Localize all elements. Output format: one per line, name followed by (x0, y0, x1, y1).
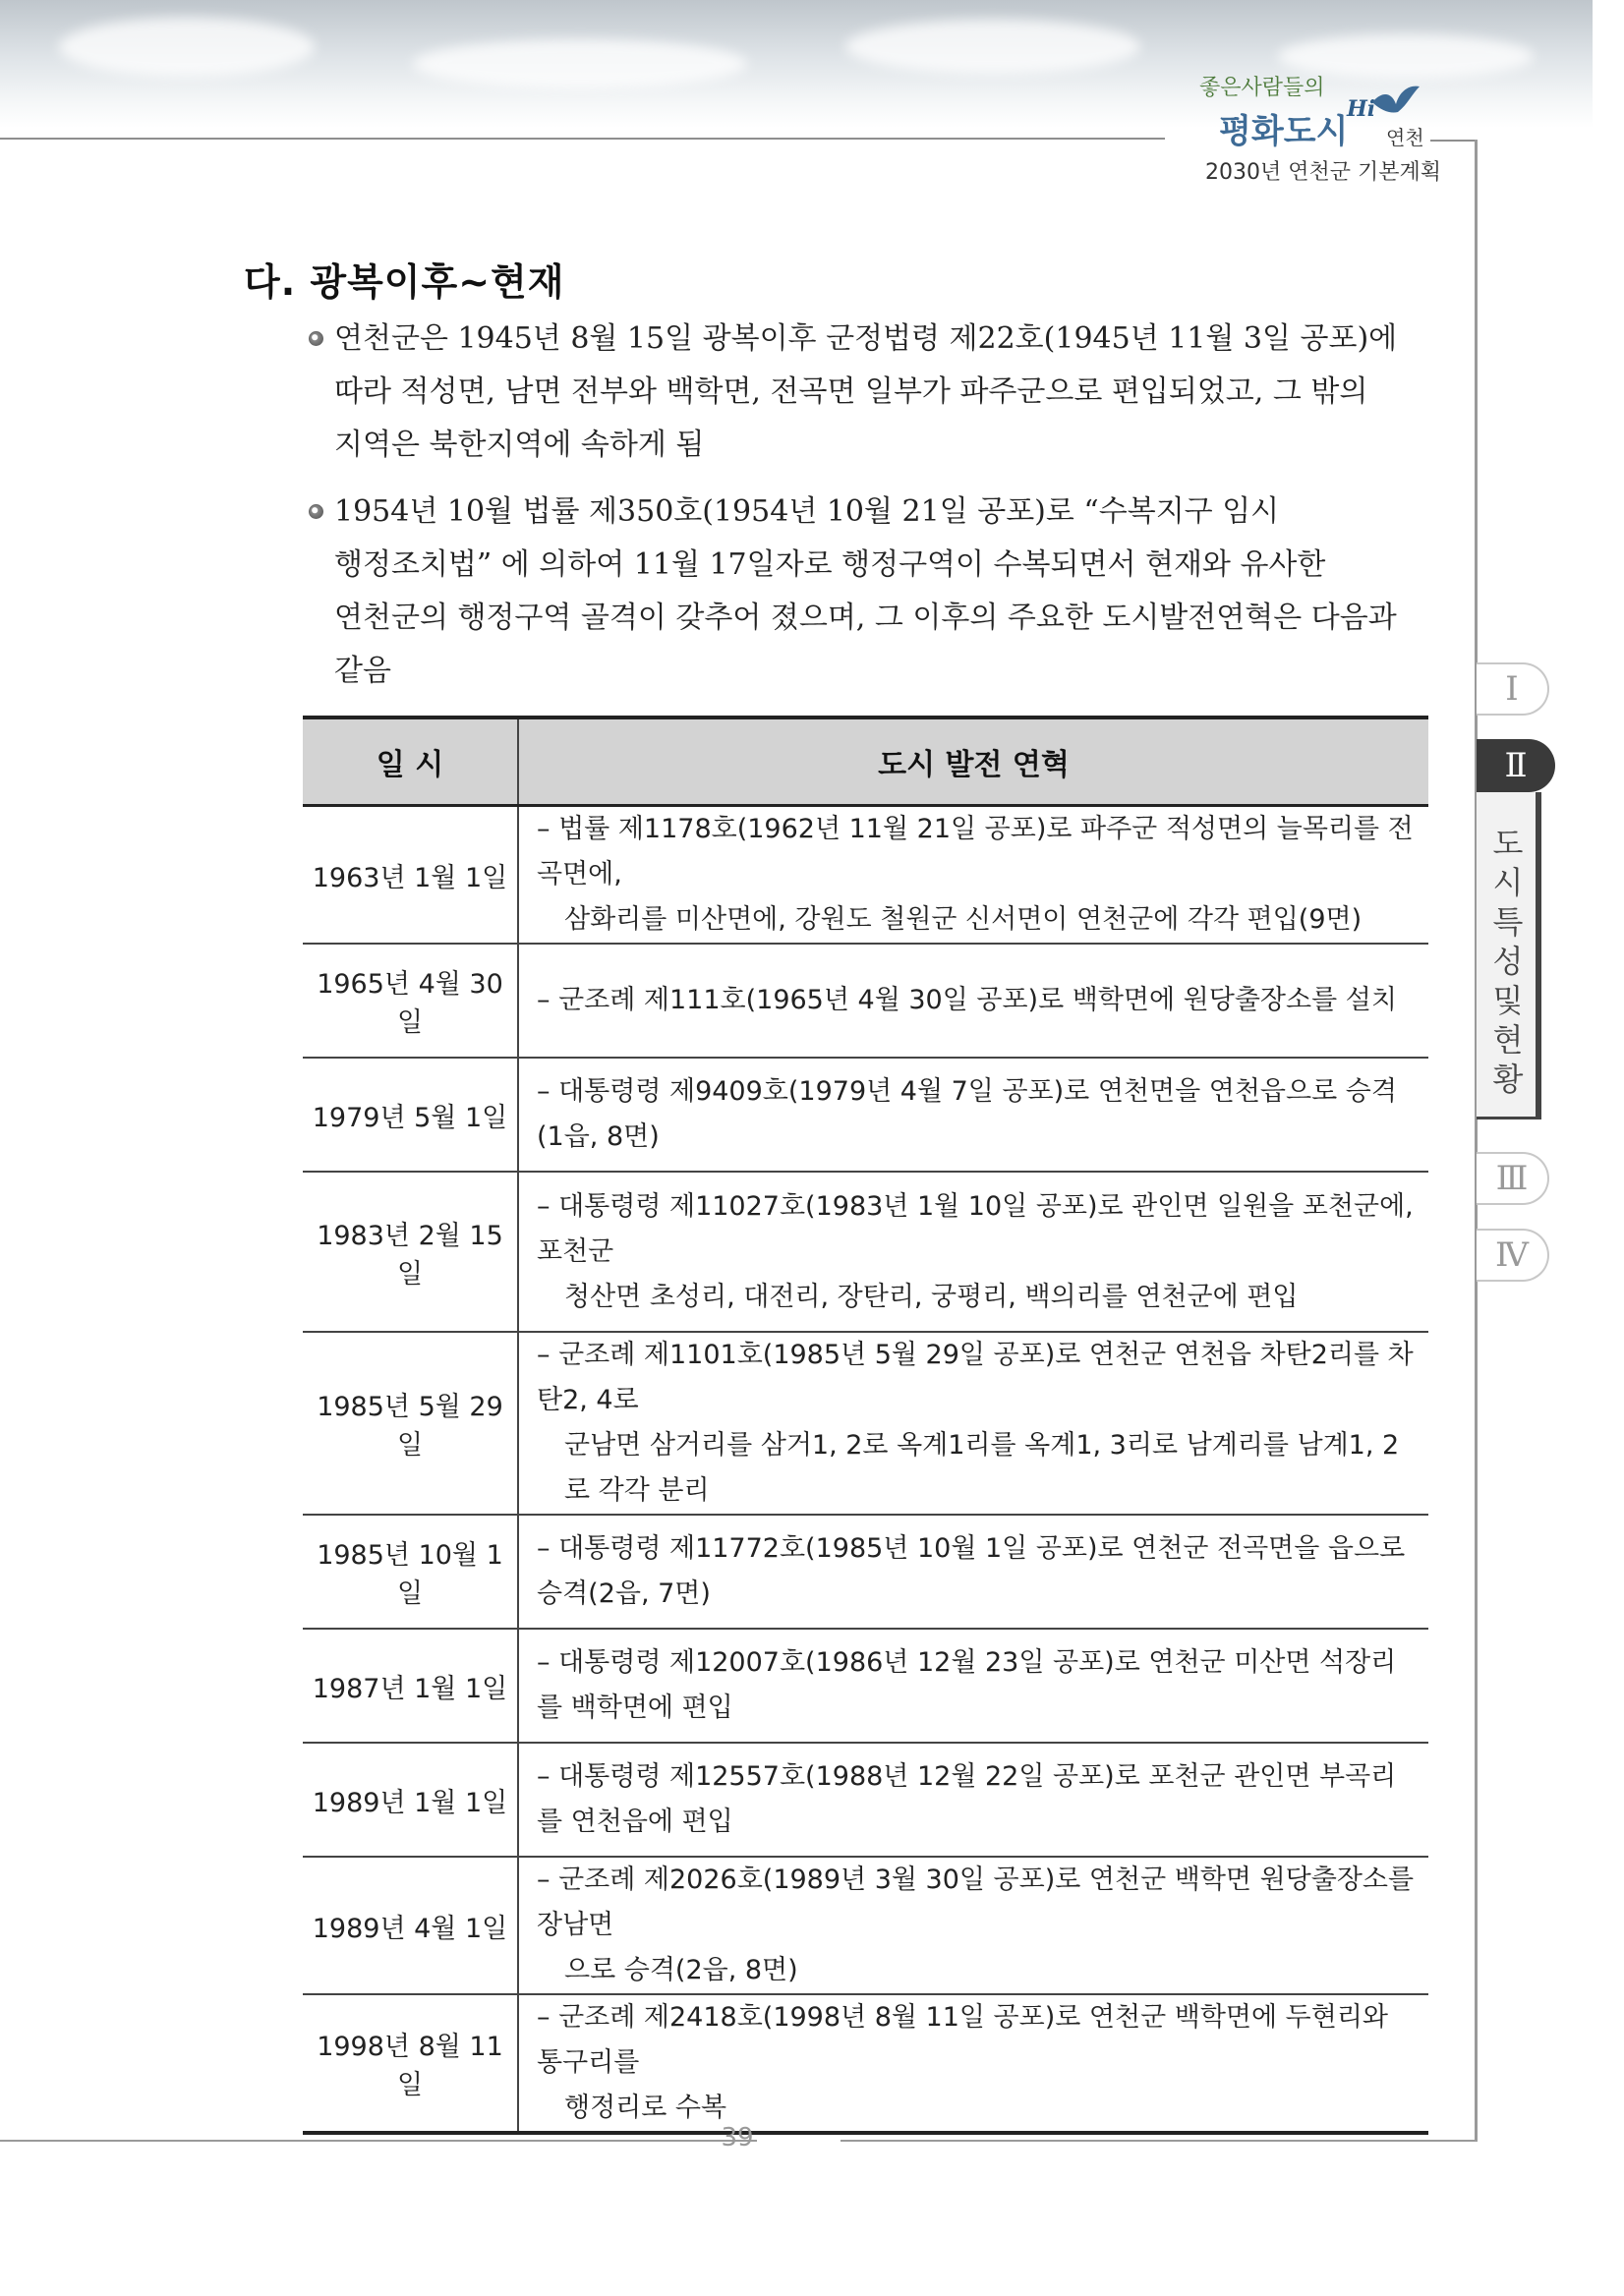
row-date: 1963년 1월 1일 (303, 806, 518, 945)
logo-tagline: 좋은사람들의 (1199, 76, 1325, 100)
history-line: – 법률 제1178호(1962년 11월 21일 공포)로 파주군 적성면의 늘목리를 전곡면에, (537, 814, 1414, 890)
history-line: 행정리로 수복 (564, 2093, 727, 2123)
row-history (518, 1857, 1428, 1994)
history-line: – 군조례 제2418호(1998년 8월 11일 공포)로 연천군 백학면에 두현리와 통구리를 (537, 2002, 1388, 2078)
row-history (518, 1332, 1428, 1515)
cloud-decoration (59, 18, 315, 77)
logo-town: 연천 (1386, 126, 1424, 149)
history-line: 으로 승격(2읍, 8면) (564, 1955, 798, 1985)
history-line: – 대통령령 제12557호(1988년 12월 22일 공포)로 포천군 관인면 부곡리를 연천읍에 편입 (537, 1761, 1397, 1837)
table-row (303, 806, 1428, 945)
paragraph (334, 313, 1443, 472)
row-history (518, 1058, 1428, 1172)
row-date: 1983년 2월 15일 (303, 1172, 518, 1332)
table-row (303, 1515, 1428, 1629)
history-table (303, 716, 1428, 2135)
table-row (303, 1172, 1428, 1332)
header-divider (0, 138, 1165, 140)
history-line: 군남면 삼거리를 삼거1, 2로 옥계1리를 옥계1, 3리로 남계리를 남계1, 2로 각각 분리 (564, 1430, 1400, 1506)
cloud-decoration (845, 20, 1140, 74)
row-date: 1987년 1월 1일 (303, 1629, 518, 1743)
page-number: 39 (721, 2123, 754, 2152)
row-date: 1979년 5월 1일 (303, 1058, 518, 1172)
row-history (518, 806, 1428, 945)
page-frame-right (1475, 140, 1478, 2141)
bird-icon (1368, 81, 1421, 120)
row-date: 1989년 4월 1일 (303, 1857, 518, 1994)
logo-hi: Hi (1347, 96, 1376, 122)
chapter-tab-2[interactable]: Ⅱ (1477, 739, 1555, 792)
table-row (303, 1994, 1428, 2133)
column-header-date: 일 시 (303, 718, 518, 806)
history-line: – 군조례 제2026호(1989년 3월 30일 공포)로 연천군 백학면 원당출장소를 장남면 (537, 1865, 1415, 1940)
cloud-decoration (413, 39, 747, 88)
row-history (518, 944, 1428, 1058)
column-header-history: 도시 발전 연혁 (518, 718, 1428, 806)
paragraph-line: 연천군은 1945년 8월 15일 광복이후 군정법령 제22호(1945년 11월 3일 공포)에 (334, 321, 1398, 356)
table-header-row (303, 718, 1428, 806)
history-line: – 군조례 제1101호(1985년 5월 29일 공포)로 연천군 연천읍 차탄2리를 차탄2, 4로 (537, 1340, 1414, 1415)
table-row (303, 1743, 1428, 1857)
bullet-icon (309, 331, 323, 346)
chapter-tab-4[interactable]: Ⅳ (1477, 1229, 1549, 1282)
table-row (303, 1857, 1428, 1994)
row-date: 1998년 8월 11일 (303, 1994, 518, 2133)
paragraph-line: 지역은 북한지역에 속하게 됨 (334, 428, 705, 462)
history-line: – 대통령령 제9409호(1979년 4월 7일 공포)로 연천면을 연천읍으로 승격(1읍, 8면) (537, 1076, 1397, 1152)
section-title: 다. 광복이후~현재 (244, 260, 565, 304)
chapter-tab-1[interactable]: Ⅰ (1477, 662, 1549, 716)
row-history (518, 1629, 1428, 1743)
history-line: – 대통령령 제11772호(1985년 10월 1일 공포)로 연천군 전곡면을 읍으로 승격(2읍, 7면) (537, 1533, 1406, 1609)
paragraph-line: 연천군의 행정구역 골격이 갖추어 졌으며, 그 이후의 주요한 도시발전연혁은 다음과 (334, 601, 1397, 635)
row-history (518, 1743, 1428, 1857)
paragraph (334, 486, 1443, 698)
row-date: 1985년 5월 29일 (303, 1332, 518, 1515)
table-row (303, 1332, 1428, 1515)
chapter-tab-label: 도시특성및현황 (1492, 825, 1524, 1098)
row-history (518, 1994, 1428, 2133)
table-row (303, 944, 1428, 1058)
history-line: 삼화리를 미산면에, 강원도 철원군 신서면이 연천군에 각각 편입(9면) (564, 904, 1363, 935)
row-date: 1965년 4월 30일 (303, 944, 518, 1058)
logo (1199, 71, 1435, 149)
table-row (303, 1629, 1428, 1743)
table-row (303, 1058, 1428, 1172)
chapter-tab-3[interactable]: Ⅲ (1477, 1152, 1549, 1205)
history-line: – 군조례 제111호(1965년 4월 30일 공포)로 백학면에 원당출장소를 설치 (537, 985, 1397, 1015)
history-line: – 대통령령 제12007호(1986년 12월 23일 공포)로 연천군 미산면 석장리를 백학면에 편입 (537, 1647, 1397, 1723)
row-date: 1985년 10월 1일 (303, 1515, 518, 1629)
row-date: 1989년 1월 1일 (303, 1743, 518, 1857)
history-line: 청산면 초성리, 대전리, 장탄리, 궁평리, 백의리를 연천군에 편입 (564, 1281, 1299, 1312)
history-line: – 대통령령 제11027호(1983년 1월 10일 공포)로 관인면 일원을 포천군에, 포천군 (537, 1190, 1414, 1267)
row-history (518, 1515, 1428, 1629)
bullet-icon (309, 504, 323, 519)
header-divider (1430, 140, 1475, 142)
logo-title: 평화도시 (1219, 112, 1349, 151)
paragraph-line: 행정조치법” 에 의하여 11월 17일자로 행정구역이 수복되면서 현재와 유사한 (334, 547, 1326, 582)
row-history (518, 1172, 1428, 1332)
paragraph-line: 같음 (334, 654, 391, 688)
paragraph-line: 1954년 10월 법률 제350호(1954년 10월 21일 공포)로 “수복지구 임시 (334, 494, 1280, 529)
document-subtitle: 2030년 연천군 기본계획 (1205, 160, 1441, 185)
paragraph-line: 따라 적성면, 남면 전부와 백학면, 전곡면 일부가 파주군으로 편입되었고, 그 밖의 (334, 374, 1368, 409)
